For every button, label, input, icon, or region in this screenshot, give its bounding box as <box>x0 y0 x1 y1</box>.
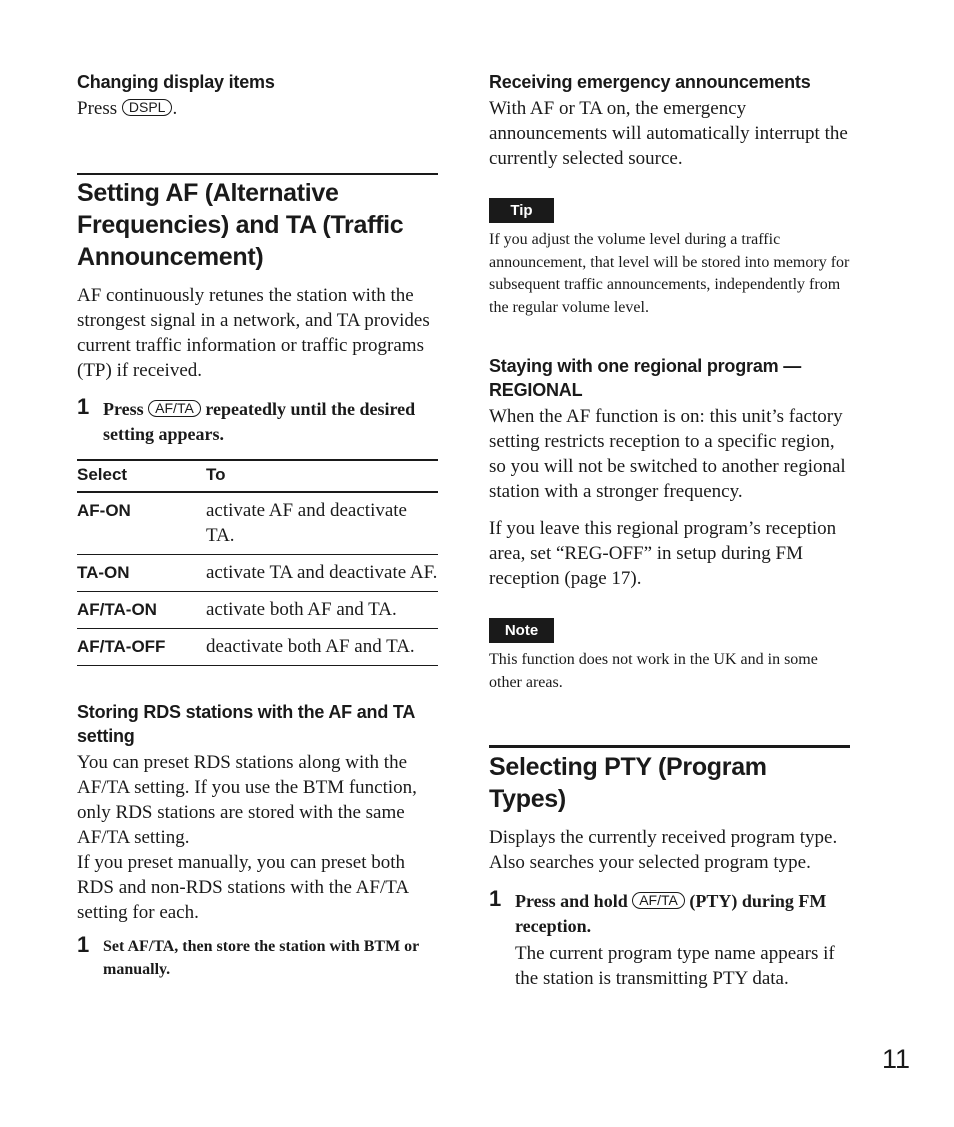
regional-paragraph-1: When the AF function is on: this unit’s factory setting restricts reception to a specific region, so you will not be switched to another regional station with a stronger frequency. <box>489 406 846 502</box>
step-number: 1 <box>77 394 90 419</box>
option-name: AF/TA-OFF <box>77 637 166 656</box>
step-text <box>103 397 438 447</box>
section-divider <box>489 745 850 748</box>
regional-paragraph-2: If you leave this regional program’s reception area, set “REG-OFF” in setup during FM reception (page 17). <box>489 518 837 589</box>
step-post: (PTY) during FM reception. <box>515 891 827 936</box>
option-description: activate AF and deactivate TA. <box>206 500 407 546</box>
storing-paragraph-1: You can preset RDS stations along with the AF/TA setting. If you use the BTM function, only RDS stations are stored with the same AF/TA setting. <box>77 752 417 848</box>
tip-badge: Tip <box>489 198 554 223</box>
af-ta-section-heading: Setting AF (Alternative Frequencies) and TA (Traffic Announcement) <box>77 179 404 271</box>
regional-heading: Staying with one regional program — REGIONAL <box>489 356 802 400</box>
step-text <box>515 889 850 939</box>
left-column <box>77 70 438 981</box>
press-text: Press <box>77 98 118 119</box>
pty-intro: Displays the currently received program type. Also searches your selected program type. <box>489 827 838 873</box>
note-body: This function does not work in the UK and in some other areas. <box>489 651 818 691</box>
tip-box <box>489 198 850 319</box>
note-badge: Note <box>489 618 554 643</box>
option-name: AF/TA-ON <box>77 600 157 619</box>
display-items-instruction <box>77 96 438 121</box>
period-text: . <box>172 98 178 119</box>
af-ta-key: AF/TA <box>632 892 685 909</box>
step-number: 1 <box>489 886 502 911</box>
option-description: activate both AF and TA. <box>206 599 397 620</box>
option-name: TA-ON <box>77 563 130 582</box>
page-number: 11 <box>882 1044 911 1074</box>
header-to: To <box>206 465 226 484</box>
step-pre: Press and hold <box>515 891 628 911</box>
pty-step-1 <box>489 886 850 991</box>
table-header-row <box>77 460 438 492</box>
dspl-key: DSPL <box>122 99 173 116</box>
note-box <box>489 618 850 694</box>
storing-step-1 <box>77 932 438 981</box>
table-row <box>77 492 438 555</box>
af-ta-step-1 <box>77 394 438 447</box>
section-divider <box>77 173 438 175</box>
tip-body: If you adjust the volume level during a traffic announcement, that level will be stored into memory for subsequent traffic announcements, independently from the regular volume level. <box>489 231 850 316</box>
step-post: repeatedly until the desired setting appears. <box>103 399 416 444</box>
storing-heading: Storing RDS stations with the AF and TA setting <box>77 702 415 746</box>
option-name: AF-ON <box>77 501 131 520</box>
header-select: Select <box>77 465 128 484</box>
step-pre: Press <box>103 399 144 419</box>
step-text: Set AF/TA, then store the station with BTM or manually. <box>103 938 419 978</box>
af-ta-key: AF/TA <box>148 400 201 417</box>
storing-paragraph-2: If you preset manually, you can preset both RDS and non-RDS stations with the AF/TA setting for each. <box>77 852 409 923</box>
right-column <box>489 70 850 991</box>
option-description: deactivate both AF and TA. <box>206 636 415 657</box>
emergency-body: With AF or TA on, the emergency announcements will automatically interrupt the currently selected source. <box>489 98 848 169</box>
table-row <box>77 555 438 592</box>
af-ta-intro: AF continuously retunes the station with the strongest signal in a network, and TA provides current traffic information or traffic programs (TP) if received. <box>77 285 430 381</box>
af-ta-options-table <box>77 459 438 666</box>
emergency-heading: Receiving emergency announcements <box>489 72 811 92</box>
step-detail: The current program type name appears if the station is transmitting PTY data. <box>515 943 835 989</box>
display-items-heading: Changing display items <box>77 72 275 92</box>
option-description: activate TA and deactivate AF. <box>206 562 438 583</box>
pty-section-heading: Selecting PTY (Program Types) <box>489 753 767 813</box>
table-row <box>77 629 438 666</box>
table-row <box>77 592 438 629</box>
step-number: 1 <box>77 932 90 957</box>
